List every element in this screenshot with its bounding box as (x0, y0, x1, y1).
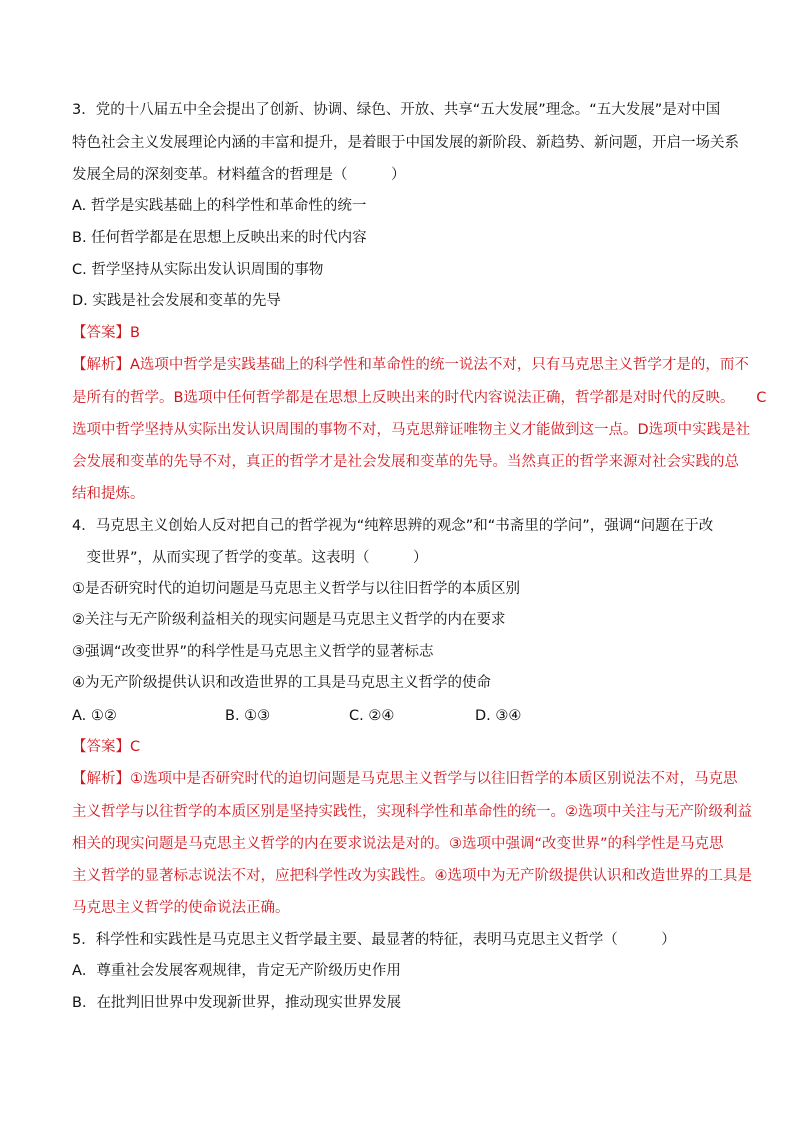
q4-stem-line: 4．马克思主义创始人反对把自己的哲学视为“纯粹思辨的观念”和“书斋里的学问”，强调“问题在于改 (72, 518, 714, 534)
q4-analysis-line: 相关的现实问题是马克思主义哲学的内在要求说法是对的。③选项中强调“改变世界”的科学性是马克思 (72, 836, 724, 852)
q3-stem-line: 3．党的十八届五中全会提出了创新、协调、绿色、开放、共享“五大发展”理念。“五大发展”是对中国 (72, 102, 721, 118)
q4-stem-line: 变世界”，从而实现了哲学的变革。这表明（ ） (72, 550, 428, 566)
q3-answer: 【答案】B (72, 325, 140, 341)
q4-analysis-line: 主义哲学与以往哲学的本质区别是坚持实践性，实现科学性和革命性的统一。②选项中关注与无产阶级利益 (72, 804, 752, 820)
q4-analysis-line: 【解析】①选项中是否研究时代的迫切问题是马克思主义哲学与以往旧哲学的本质区别说法不对，马克思 (72, 771, 738, 787)
q4-option-d: D. ③④ (475, 708, 522, 724)
q5-option-b: B．在批判旧世界中发现新世界，推动现实世界发展 (72, 995, 401, 1011)
q3-analysis-line: 是所有的哲学。B选项中任何哲学都是在思想上反映出来的时代内容说法正确，哲学都是对时代的反映。 C (72, 390, 767, 406)
q4-option-b: B. ①③ (225, 708, 271, 724)
q3-analysis-line: 选项中哲学坚持从实际出发认识周围的事物不对，马克思辩证唯物主义才能做到这一点。D选项中实践是社 (72, 422, 751, 438)
q4-answer: 【答案】C (72, 739, 141, 755)
q3-option-d: D. 实践是社会发展和变革的先导 (72, 293, 281, 309)
q5-option-a: A．尊重社会发展客观规律，肯定无产阶级历史作用 (72, 963, 401, 979)
q3-option-b: B. 任何哲学都是在思想上反映出来的时代内容 (72, 230, 367, 246)
q4-analysis-line: 马克思主义哲学的使命说法正确。 (72, 900, 290, 916)
q4-option-a: A. ①② (72, 708, 117, 724)
q4-statement-2: ②关注与无产阶级利益相关的现实问题是马克思主义哲学的内在要求 (72, 612, 506, 628)
q3-analysis-line: 【解析】A选项中哲学是实践基础上的科学性和革命性的统一说法不对，只有马克思主义哲学才是的，而不 (72, 357, 749, 373)
q5-stem-line: 5．科学性和实践性是马克思主义哲学最主要、最显著的特征，表明马克思主义哲学（ ） (72, 932, 676, 948)
q4-analysis-line: 主义哲学的显著标志说法不对，应把科学性改为实践性。④选项中为无产阶级提供认识和改造世界的工具是 (72, 868, 752, 884)
q4-statement-3: ③强调“改变世界”的科学性是马克思主义哲学的显著标志 (72, 644, 434, 660)
q4-statement-1: ①是否研究时代的迫切问题是马克思主义哲学与以往旧哲学的本质区别 (72, 581, 520, 597)
q3-option-a: A. 哲学是实践基础上的科学性和革命性的统一 (72, 198, 367, 214)
q3-stem-line: 发展全局的深刻变革。材料蕴含的哲理是（ ） (72, 167, 406, 183)
q3-stem-line: 特色社会主义发展理论内涵的丰富和提升，是着眼于中国发展的新阶段、新趋势、新问题，开启一场关系 (72, 135, 739, 151)
q3-analysis-line: 结和提炼。 (72, 486, 145, 502)
q4-option-c: C. ②④ (349, 708, 395, 724)
q4-options-row (72, 706, 521, 726)
q4-statement-4: ④为无产阶级提供认识和改造世界的工具是马克思主义哲学的使命 (72, 675, 491, 691)
q3-option-c: C. 哲学坚持从实际出发认识周围的事物 (72, 262, 324, 278)
q3-analysis-line: 会发展和变革的先导不对，真正的哲学才是社会发展和变革的先导。当然真正的哲学来源对社会实践的总 (72, 454, 739, 470)
